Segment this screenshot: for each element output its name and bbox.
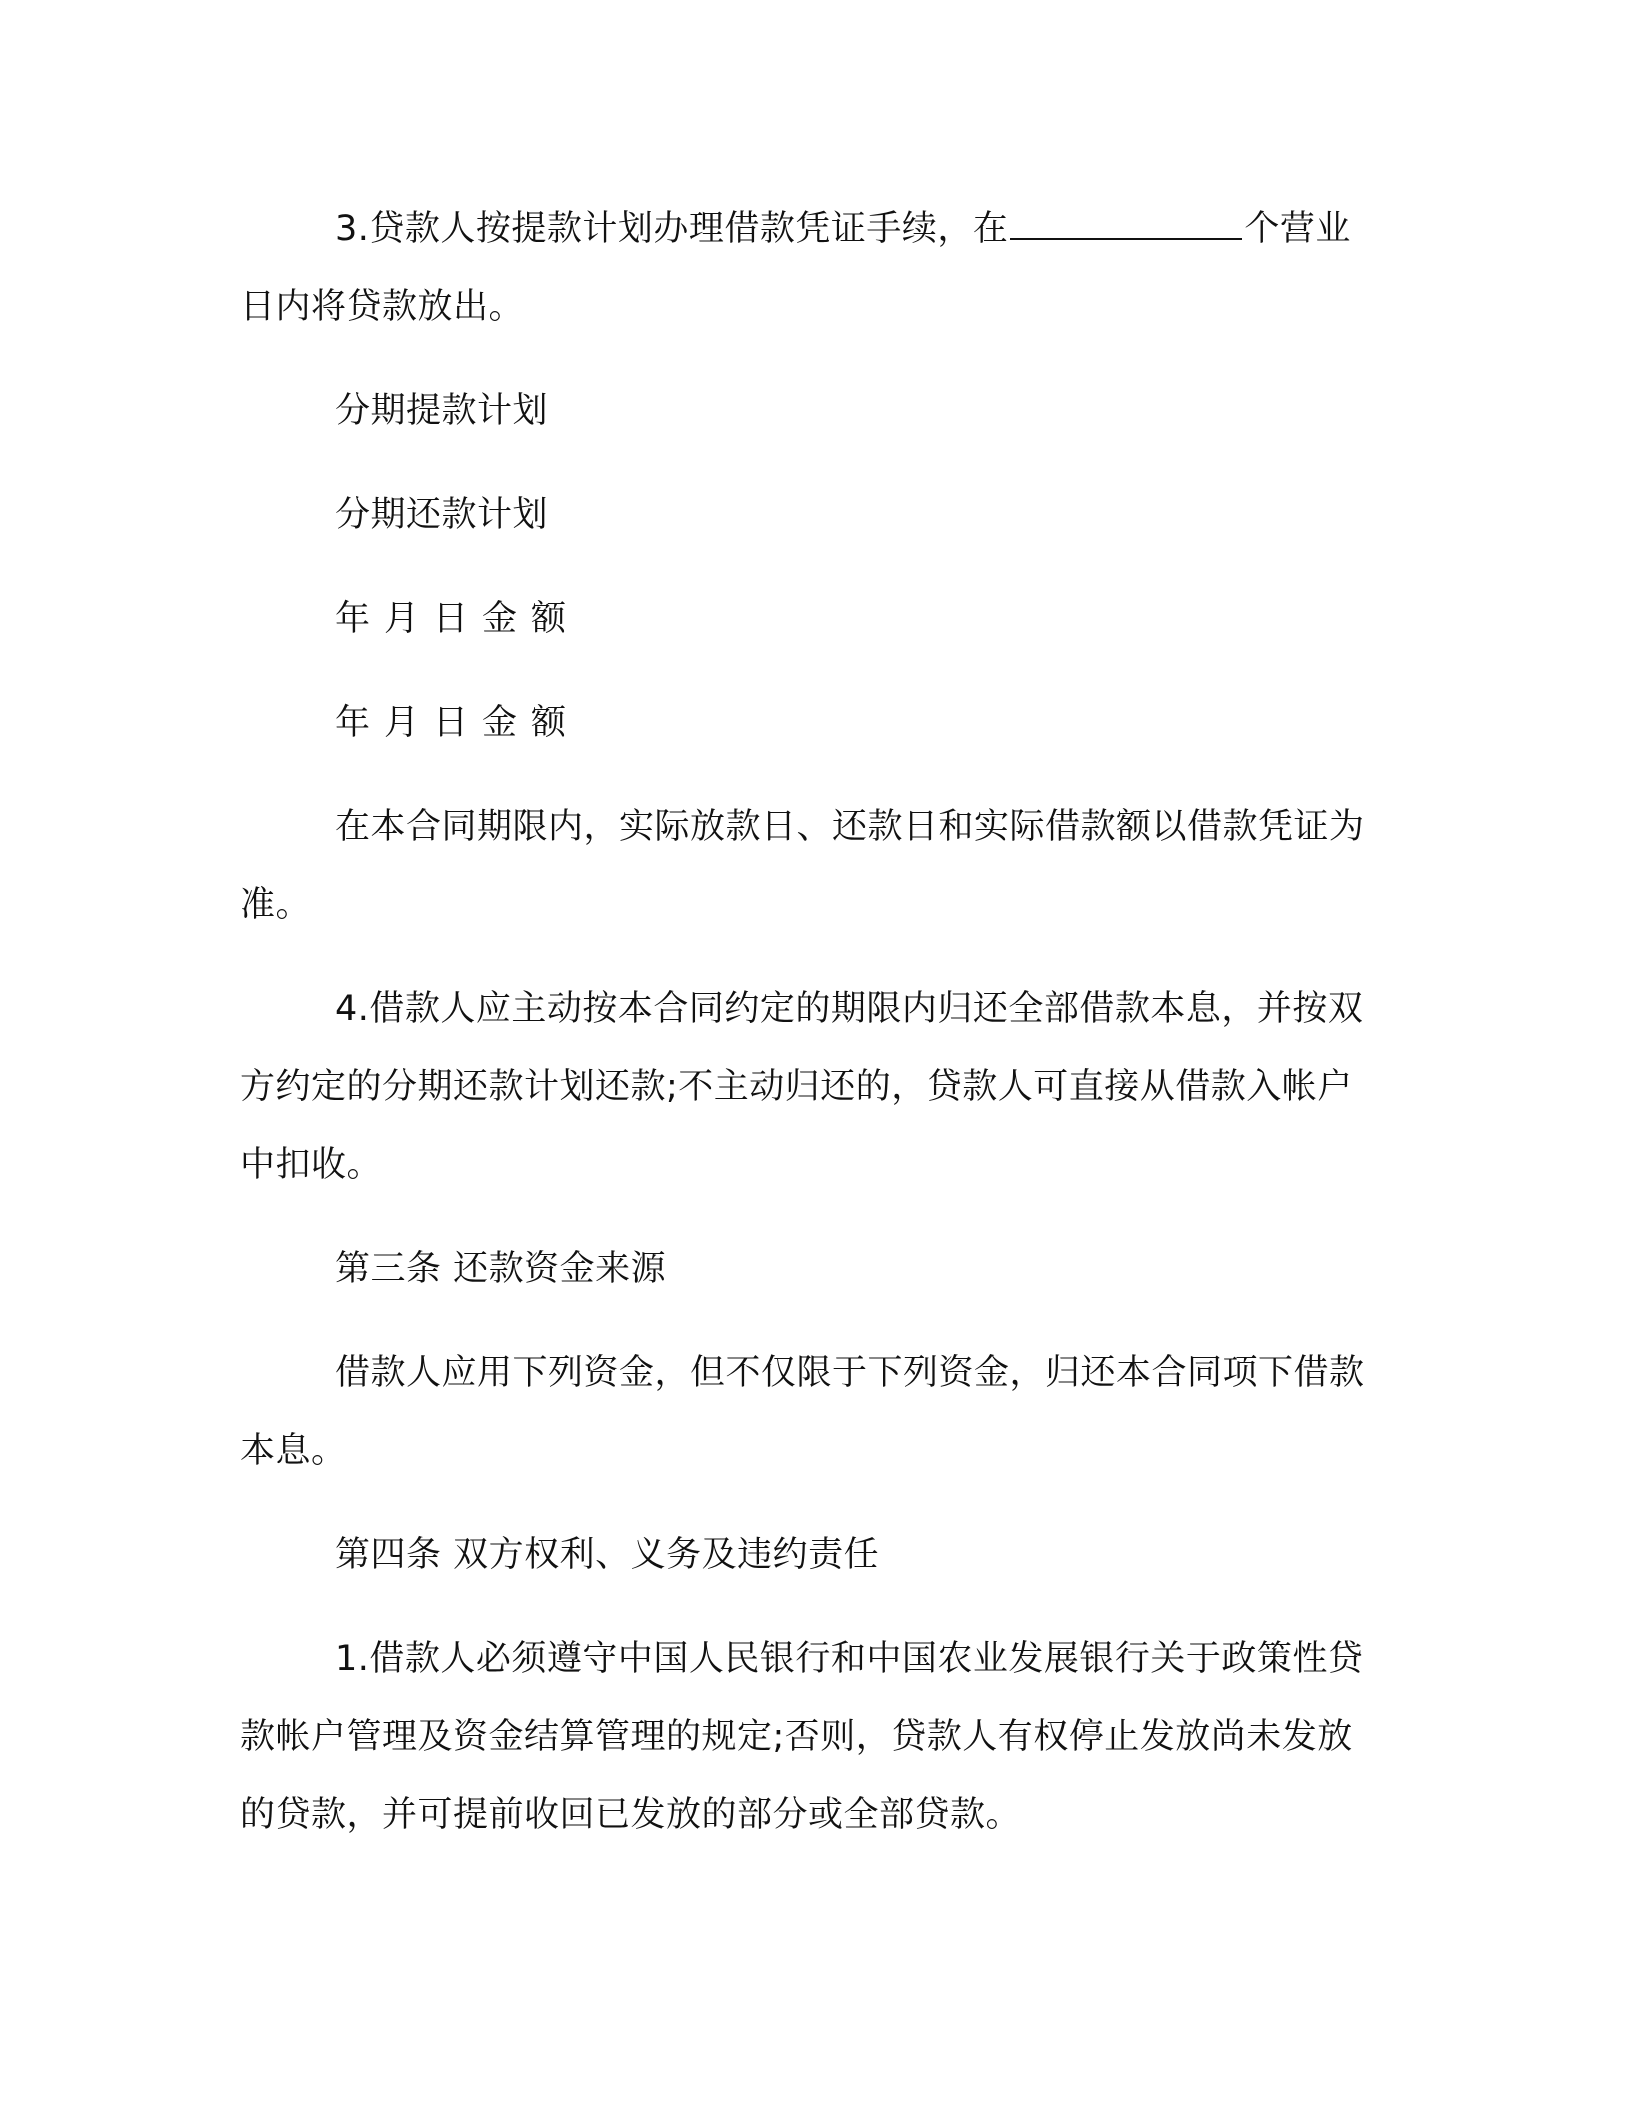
- article-4-heading: 第四条 双方权利、义务及违约责任: [335, 1535, 880, 1575]
- clause-3-text-before: 3.贷款人按提款计划办理借款凭证手续，在: [335, 209, 1009, 249]
- blank-line-business-days: [1010, 210, 1242, 240]
- article-3-heading: 第三条 还款资金来源: [335, 1249, 667, 1289]
- obligation-1-paragraph: 1.借款人必须遵守中国人民银行和中国农业发展银行关于政策性贷款帐户管理及资金结算管理的规定;否则，贷款人有权停止发放尚未发放的贷款，并可提前收回已发放的部分或全部贷款。: [240, 1639, 1364, 1835]
- loan-voucher-paragraph: 在本合同期限内，实际放款日、还款日和实际借款额以借款凭证为准。: [240, 807, 1365, 925]
- date-amount-row-2: 年月日金额: [335, 703, 581, 743]
- drawdown-plan-heading: 分期提款计划: [335, 391, 549, 431]
- repayment-source-paragraph: 借款人应用下列资金，但不仅限于下列资金，归还本合同项下借款本息。: [240, 1353, 1365, 1471]
- clause-3-paragraph: [240, 190, 1382, 346]
- repayment-plan-heading: 分期还款计划: [335, 495, 549, 535]
- document-page: [240, 190, 1382, 1880]
- clause-4-paragraph: 4.借款人应主动按本合同约定的期限内归还全部借款本息，并按双方约定的分期还款计划还款;不主动归还的，贷款人可直接从借款入帐户中扣收。: [240, 989, 1364, 1185]
- clause-3-text-after: 个营业日内将贷款放出。: [240, 209, 1351, 327]
- date-amount-row-1: 年月日金额: [335, 599, 581, 639]
